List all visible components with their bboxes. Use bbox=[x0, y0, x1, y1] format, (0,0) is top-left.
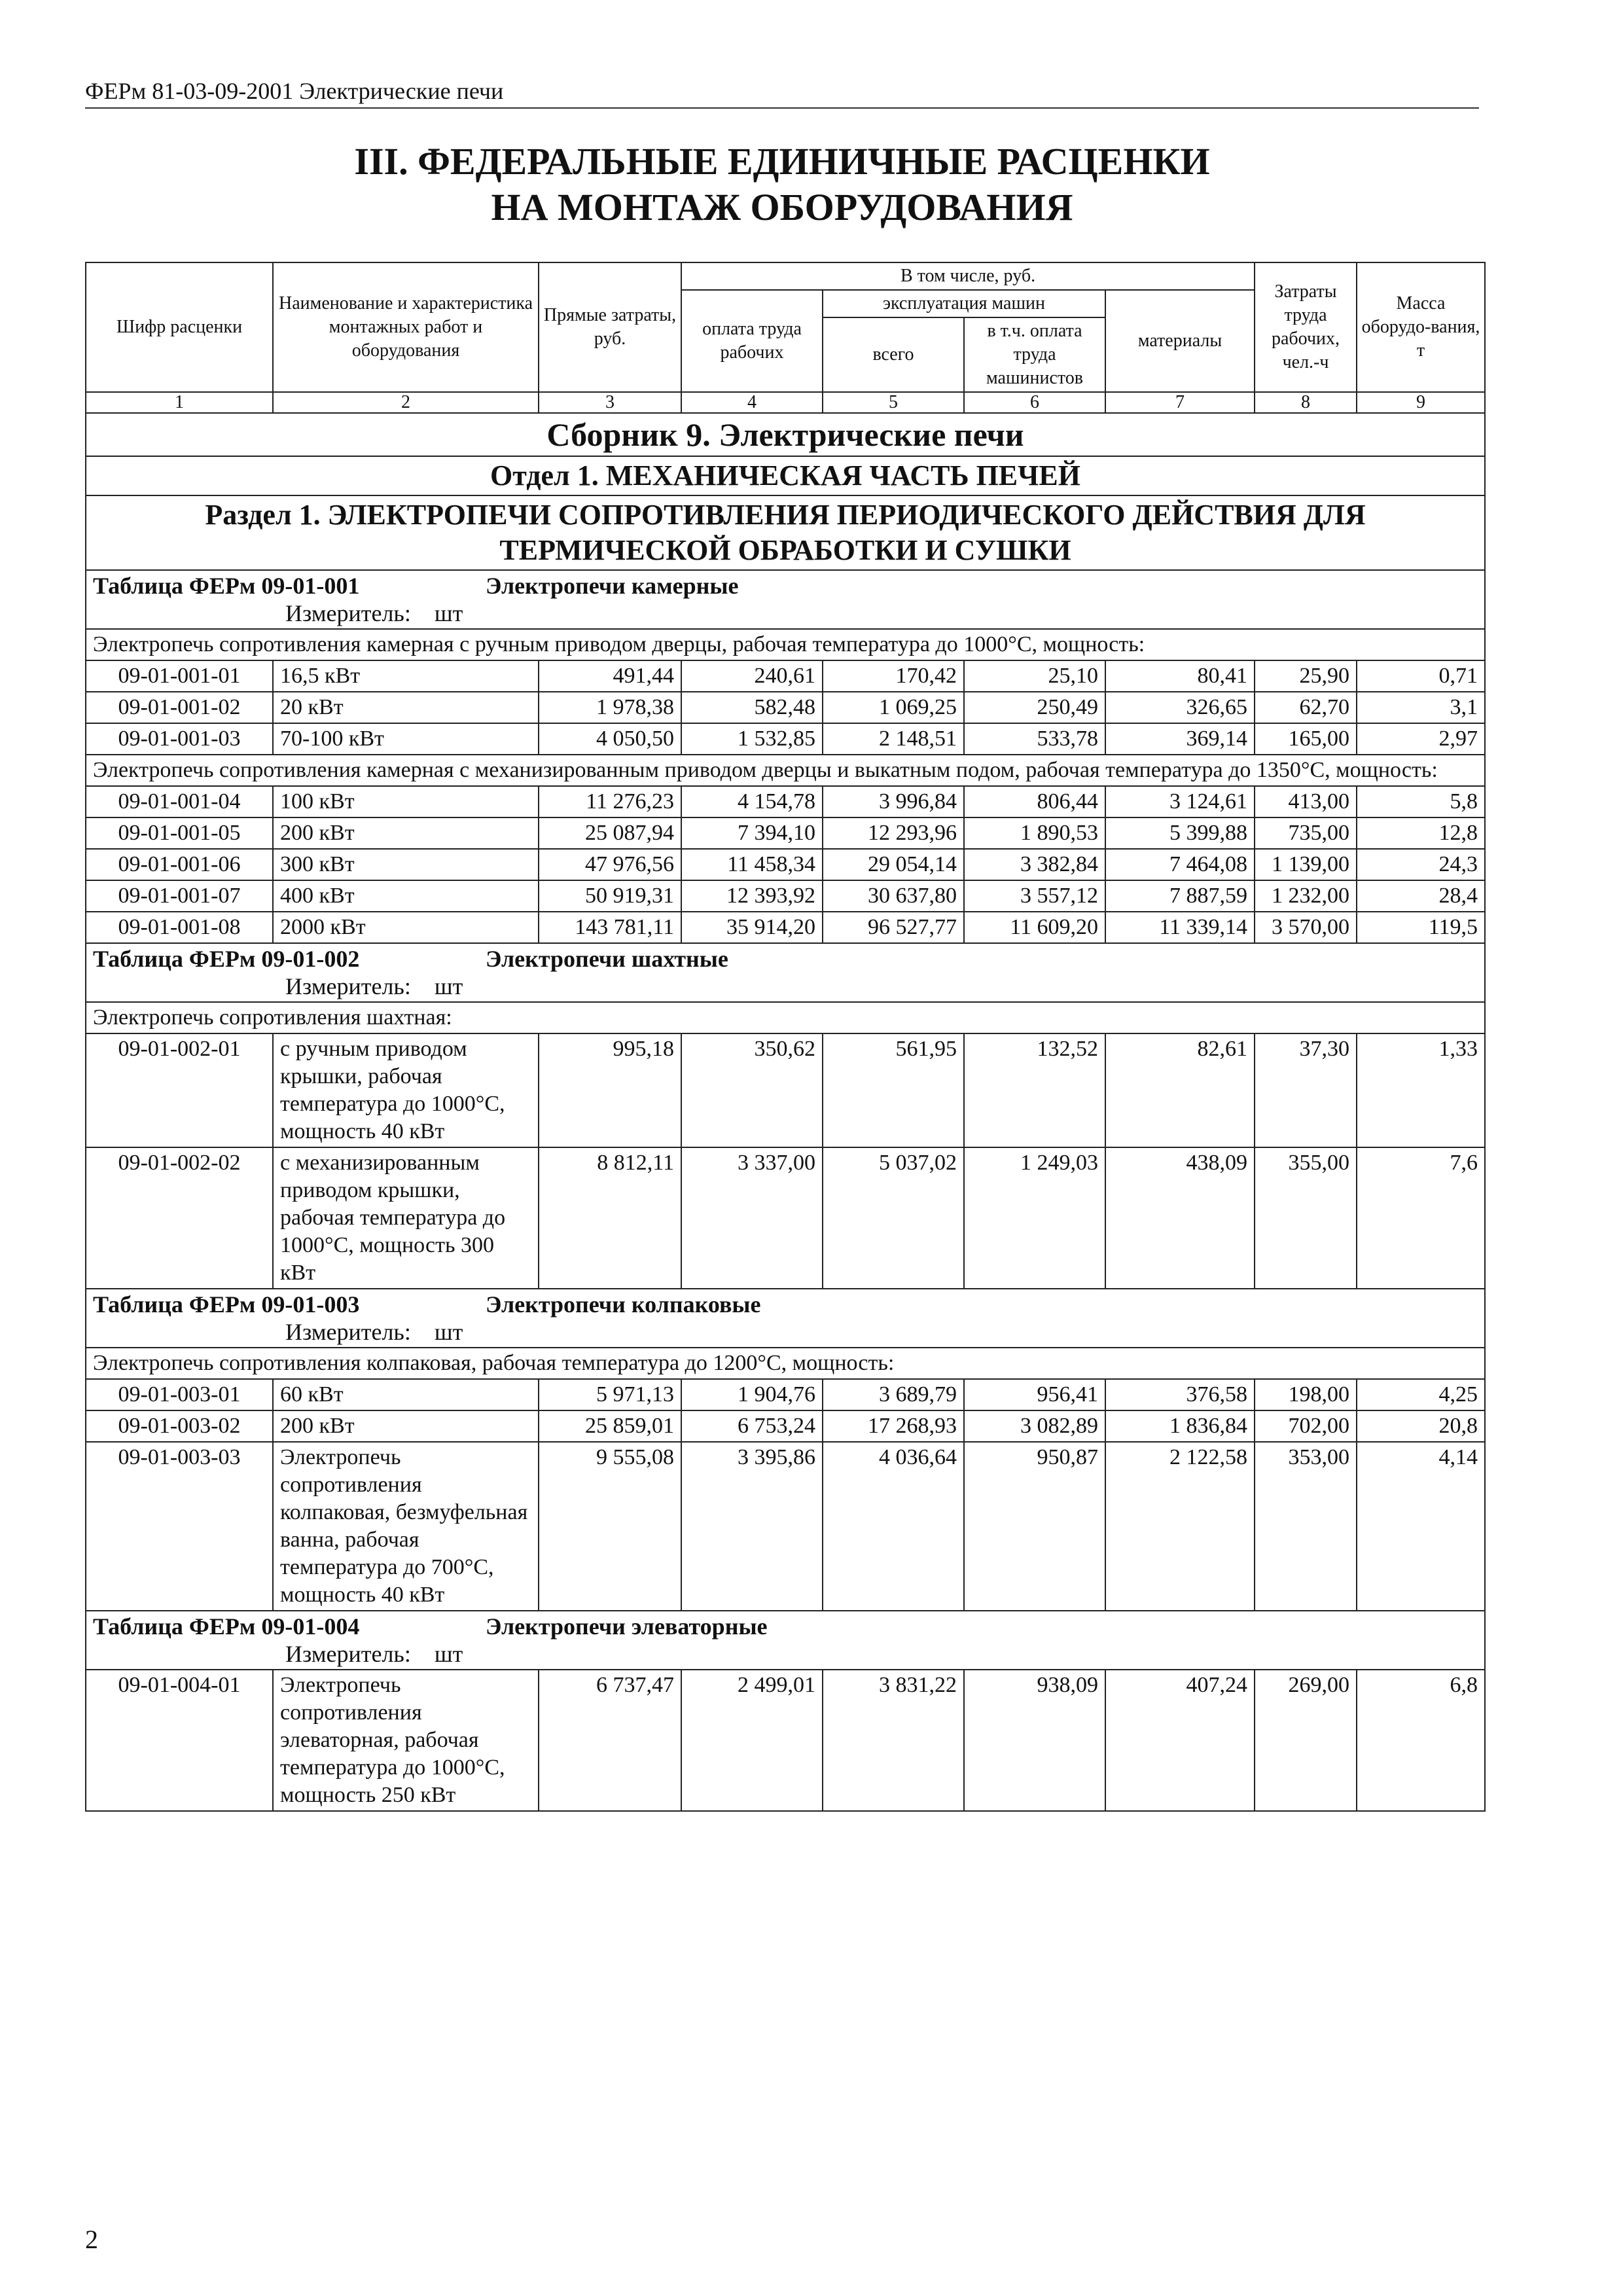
machines-total-cell: 3 689,79 bbox=[823, 1379, 964, 1410]
work-name-cell: 16,5 кВт bbox=[273, 660, 539, 692]
equipment-mass-cell: 4,25 bbox=[1357, 1379, 1485, 1410]
machinist-pay-cell: 956,41 bbox=[964, 1379, 1105, 1410]
machinist-pay-cell: 938,09 bbox=[964, 1670, 1105, 1811]
running-header: ФЕРм 81-03-09-2001 Электрические печи bbox=[85, 77, 1479, 109]
header-machinist-pay: в т.ч. оплата труда машинистов bbox=[964, 317, 1105, 392]
table-heading bbox=[86, 943, 1485, 1002]
direct-costs-cell: 9 555,08 bbox=[539, 1442, 681, 1611]
header-materials: материалы bbox=[1105, 290, 1255, 392]
labor-costs-cell: 37,30 bbox=[1255, 1033, 1357, 1147]
table-row bbox=[86, 817, 1485, 849]
equipment-mass-cell: 119,5 bbox=[1357, 912, 1485, 943]
column-number: 2 bbox=[273, 392, 539, 413]
rate-code-cell: 09-01-003-02 bbox=[86, 1410, 273, 1442]
section-title bbox=[86, 495, 1485, 570]
column-numbers-row bbox=[86, 392, 1485, 413]
labor-costs-cell: 198,00 bbox=[1255, 1379, 1357, 1410]
collection-title: Сборник 9. Электрические печи bbox=[86, 413, 1485, 456]
machines-total-cell: 1 069,25 bbox=[823, 692, 964, 723]
measure-unit: шт bbox=[434, 600, 463, 626]
header-direct-costs: Прямые затраты, руб. bbox=[539, 262, 681, 392]
machines-total-cell: 17 268,93 bbox=[823, 1410, 964, 1442]
section-title-line-1: Раздел 1. ЭЛЕКТРОПЕЧИ СОПРОТИВЛЕНИЯ ПЕРИОДИЧЕСКОГО ДЕЙСТВИЯ ДЛЯ bbox=[205, 499, 1366, 531]
group-description: Электропечь сопротивления колпаковая, рабочая температура до 1200°С, мощность: bbox=[86, 1348, 1485, 1379]
group-description: Электропечь сопротивления камерная с механизированным приводом дверцы и выкатным подом, рабочая температура до 1350°С, мощность: bbox=[86, 755, 1485, 786]
equipment-mass-cell: 24,3 bbox=[1357, 849, 1485, 880]
work-name-cell: 100 кВт bbox=[273, 786, 539, 817]
measure-line bbox=[93, 973, 1478, 1000]
table-row bbox=[86, 1379, 1485, 1410]
direct-costs-cell: 4 050,50 bbox=[539, 723, 681, 755]
work-name-cell: с механизированным приводом крышки, рабочая температура до 1000°С, мощность 300 кВт bbox=[273, 1147, 539, 1289]
rate-code-cell: 09-01-001-01 bbox=[86, 660, 273, 692]
labor-costs-cell: 413,00 bbox=[1255, 786, 1357, 817]
table-row bbox=[86, 1442, 1485, 1611]
materials-cell: 82,61 bbox=[1105, 1033, 1255, 1147]
work-name-cell: 300 кВт bbox=[273, 849, 539, 880]
machinist-pay-cell: 1 890,53 bbox=[964, 817, 1105, 849]
column-number: 4 bbox=[681, 392, 823, 413]
work-name-cell: 200 кВт bbox=[273, 1410, 539, 1442]
work-name-cell: 20 кВт bbox=[273, 692, 539, 723]
machines-total-cell: 2 148,51 bbox=[823, 723, 964, 755]
measure-unit: шт bbox=[434, 1641, 463, 1667]
direct-costs-cell: 47 976,56 bbox=[539, 849, 681, 880]
department-title: Отдел 1. МЕХАНИЧЕСКАЯ ЧАСТЬ ПЕЧЕЙ bbox=[86, 456, 1485, 495]
column-number: 1 bbox=[86, 392, 273, 413]
measure-line bbox=[93, 600, 1478, 627]
direct-costs-cell: 25 859,01 bbox=[539, 1410, 681, 1442]
rate-code-cell: 09-01-001-03 bbox=[86, 723, 273, 755]
materials-cell: 407,24 bbox=[1105, 1670, 1255, 1811]
table-name: Электропечи колпаковые bbox=[486, 1291, 761, 1318]
machinist-pay-cell: 3 082,89 bbox=[964, 1410, 1105, 1442]
header-code: Шифр расценки bbox=[86, 262, 273, 392]
measure-label: Измеритель: bbox=[285, 1641, 411, 1667]
equipment-mass-cell: 6,8 bbox=[1357, 1670, 1485, 1811]
machinist-pay-cell: 25,10 bbox=[964, 660, 1105, 692]
group-description: Электропечь сопротивления камерная с ручным приводом дверцы, рабочая температура до 1000°С, мощность: bbox=[86, 629, 1485, 660]
measure-label: Измеритель: bbox=[285, 973, 411, 999]
rate-code-cell: 09-01-001-08 bbox=[86, 912, 273, 943]
page-title bbox=[85, 139, 1479, 230]
labor-pay-cell: 350,62 bbox=[681, 1033, 823, 1147]
table-code: Таблица ФЕРм 09-01-004 bbox=[93, 1613, 360, 1640]
table-name: Электропечи шахтные bbox=[486, 946, 728, 972]
labor-pay-cell: 1 532,85 bbox=[681, 723, 823, 755]
column-number: 9 bbox=[1357, 392, 1485, 413]
table-row bbox=[86, 660, 1485, 692]
table-row bbox=[86, 1410, 1485, 1442]
table-row bbox=[86, 692, 1485, 723]
materials-cell: 376,58 bbox=[1105, 1379, 1255, 1410]
direct-costs-cell: 1 978,38 bbox=[539, 692, 681, 723]
rate-code-cell: 09-01-002-02 bbox=[86, 1147, 273, 1289]
direct-costs-cell: 6 737,47 bbox=[539, 1670, 681, 1811]
equipment-mass-cell: 20,8 bbox=[1357, 1410, 1485, 1442]
materials-cell: 80,41 bbox=[1105, 660, 1255, 692]
table-row bbox=[86, 849, 1485, 880]
labor-costs-cell: 355,00 bbox=[1255, 1147, 1357, 1289]
direct-costs-cell: 491,44 bbox=[539, 660, 681, 692]
direct-costs-cell: 5 971,13 bbox=[539, 1379, 681, 1410]
machines-total-cell: 30 637,80 bbox=[823, 880, 964, 912]
materials-cell: 369,14 bbox=[1105, 723, 1255, 755]
table-name: Электропечи элеваторные bbox=[486, 1613, 768, 1640]
equipment-mass-cell: 7,6 bbox=[1357, 1147, 1485, 1289]
table-row bbox=[86, 1147, 1485, 1289]
machines-total-cell: 4 036,64 bbox=[823, 1442, 964, 1611]
machinist-pay-cell: 950,87 bbox=[964, 1442, 1105, 1611]
labor-costs-cell: 165,00 bbox=[1255, 723, 1357, 755]
labor-pay-cell: 3 337,00 bbox=[681, 1147, 823, 1289]
section-title-line-2: ТЕРМИЧЕСКОЙ ОБРАБОТКИ И СУШКИ bbox=[499, 534, 1071, 566]
rate-code-cell: 09-01-001-02 bbox=[86, 692, 273, 723]
work-name-cell: 200 кВт bbox=[273, 817, 539, 849]
labor-pay-cell: 240,61 bbox=[681, 660, 823, 692]
column-number: 3 bbox=[539, 392, 681, 413]
column-number: 7 bbox=[1105, 392, 1255, 413]
work-name-cell: с ручным приводом крышки, рабочая температура до 1000°С, мощность 40 кВт bbox=[273, 1033, 539, 1147]
labor-pay-cell: 11 458,34 bbox=[681, 849, 823, 880]
equipment-mass-cell: 12,8 bbox=[1357, 817, 1485, 849]
rate-code-cell: 09-01-001-04 bbox=[86, 786, 273, 817]
table-row bbox=[86, 912, 1485, 943]
header-machines-total: всего bbox=[823, 317, 964, 392]
work-name-cell: 70-100 кВт bbox=[273, 723, 539, 755]
labor-pay-cell: 35 914,20 bbox=[681, 912, 823, 943]
table-code: Таблица ФЕРм 09-01-003 bbox=[93, 1291, 360, 1318]
work-name-cell: Электропечь сопротивления элеваторная, рабочая температура до 1000°С, мощность 250 кВт bbox=[273, 1670, 539, 1811]
machinist-pay-cell: 132,52 bbox=[964, 1033, 1105, 1147]
machines-total-cell: 96 527,77 bbox=[823, 912, 964, 943]
direct-costs-cell: 143 781,11 bbox=[539, 912, 681, 943]
machinist-pay-cell: 1 249,03 bbox=[964, 1147, 1105, 1289]
labor-pay-cell: 4 154,78 bbox=[681, 786, 823, 817]
machines-total-cell: 5 037,02 bbox=[823, 1147, 964, 1289]
labor-pay-cell: 3 395,86 bbox=[681, 1442, 823, 1611]
labor-costs-cell: 1 139,00 bbox=[1255, 849, 1357, 880]
direct-costs-cell: 25 087,94 bbox=[539, 817, 681, 849]
table-code: Таблица ФЕРм 09-01-001 bbox=[93, 573, 360, 599]
column-number: 6 bbox=[964, 392, 1105, 413]
header-including: В том числе, руб. bbox=[681, 262, 1255, 290]
labor-pay-cell: 1 904,76 bbox=[681, 1379, 823, 1410]
group-description-row bbox=[86, 1348, 1485, 1379]
table-row bbox=[86, 786, 1485, 817]
machinist-pay-cell: 11 609,20 bbox=[964, 912, 1105, 943]
table-name: Электропечи камерные bbox=[486, 573, 739, 599]
table-row bbox=[86, 723, 1485, 755]
equipment-mass-cell: 0,71 bbox=[1357, 660, 1485, 692]
table-row bbox=[86, 880, 1485, 912]
materials-cell: 5 399,88 bbox=[1105, 817, 1255, 849]
materials-cell: 326,65 bbox=[1105, 692, 1255, 723]
table-row bbox=[86, 1670, 1485, 1811]
table-heading-row bbox=[86, 570, 1485, 629]
rate-code-cell: 09-01-004-01 bbox=[86, 1670, 273, 1811]
labor-costs-cell: 62,70 bbox=[1255, 692, 1357, 723]
page-number: 2 bbox=[85, 2225, 98, 2254]
labor-costs-cell: 269,00 bbox=[1255, 1670, 1357, 1811]
materials-cell: 438,09 bbox=[1105, 1147, 1255, 1289]
measure-line bbox=[93, 1318, 1478, 1346]
rates-table-body bbox=[86, 413, 1485, 1811]
machines-total-cell: 561,95 bbox=[823, 1033, 964, 1147]
labor-costs-cell: 25,90 bbox=[1255, 660, 1357, 692]
labor-pay-cell: 6 753,24 bbox=[681, 1410, 823, 1442]
rate-code-cell: 09-01-003-01 bbox=[86, 1379, 273, 1410]
machines-total-cell: 170,42 bbox=[823, 660, 964, 692]
table-heading-row bbox=[86, 1611, 1485, 1670]
measure-unit: шт bbox=[434, 1319, 463, 1345]
labor-pay-cell: 7 394,10 bbox=[681, 817, 823, 849]
labor-costs-cell: 353,00 bbox=[1255, 1442, 1357, 1611]
work-name-cell: 60 кВт bbox=[273, 1379, 539, 1410]
labor-pay-cell: 12 393,92 bbox=[681, 880, 823, 912]
measure-label: Измеритель: bbox=[285, 600, 411, 626]
table-code: Таблица ФЕРм 09-01-002 bbox=[93, 946, 360, 972]
machinist-pay-cell: 3 557,12 bbox=[964, 880, 1105, 912]
work-name-cell: Электропечь сопротивления колпаковая, безмуфельная ванна, рабочая температура до 700°С, мощность 40 кВт bbox=[273, 1442, 539, 1611]
rate-code-cell: 09-01-001-07 bbox=[86, 880, 273, 912]
table-heading bbox=[86, 570, 1485, 629]
rate-code-cell: 09-01-001-05 bbox=[86, 817, 273, 849]
machines-total-cell: 3 831,22 bbox=[823, 1670, 964, 1811]
direct-costs-cell: 8 812,11 bbox=[539, 1147, 681, 1289]
machinist-pay-cell: 533,78 bbox=[964, 723, 1105, 755]
labor-pay-cell: 582,48 bbox=[681, 692, 823, 723]
materials-cell: 7 464,08 bbox=[1105, 849, 1255, 880]
rate-code-cell: 09-01-001-06 bbox=[86, 849, 273, 880]
page-title-line-1: III. ФЕДЕРАЛЬНЫЕ ЕДИНИЧНЫЕ РАСЦЕНКИ bbox=[354, 140, 1210, 183]
group-description: Электропечь сопротивления шахтная: bbox=[86, 1002, 1485, 1033]
labor-costs-cell: 3 570,00 bbox=[1255, 912, 1357, 943]
equipment-mass-cell: 5,8 bbox=[1357, 786, 1485, 817]
labor-costs-cell: 1 232,00 bbox=[1255, 880, 1357, 912]
group-description-row bbox=[86, 629, 1485, 660]
work-name-cell: 400 кВт bbox=[273, 880, 539, 912]
header-mass: Масса оборудо-вания, т bbox=[1357, 262, 1485, 392]
measure-unit: шт bbox=[434, 973, 463, 999]
materials-cell: 1 836,84 bbox=[1105, 1410, 1255, 1442]
column-number: 8 bbox=[1255, 392, 1357, 413]
equipment-mass-cell: 3,1 bbox=[1357, 692, 1485, 723]
equipment-mass-cell: 1,33 bbox=[1357, 1033, 1485, 1147]
rate-code-cell: 09-01-002-01 bbox=[86, 1033, 273, 1147]
column-number: 5 bbox=[823, 392, 964, 413]
materials-cell: 11 339,14 bbox=[1105, 912, 1255, 943]
labor-pay-cell: 2 499,01 bbox=[681, 1670, 823, 1811]
equipment-mass-cell: 28,4 bbox=[1357, 880, 1485, 912]
labor-costs-cell: 702,00 bbox=[1255, 1410, 1357, 1442]
direct-costs-cell: 50 919,31 bbox=[539, 880, 681, 912]
header-labor-pay: оплата труда рабочих bbox=[681, 290, 823, 392]
equipment-mass-cell: 2,97 bbox=[1357, 723, 1485, 755]
materials-cell: 7 887,59 bbox=[1105, 880, 1255, 912]
group-description-row bbox=[86, 755, 1485, 786]
header-labor-costs: Затраты труда рабочих, чел.-ч bbox=[1255, 262, 1357, 392]
direct-costs-cell: 995,18 bbox=[539, 1033, 681, 1147]
direct-costs-cell: 11 276,23 bbox=[539, 786, 681, 817]
rates-table bbox=[85, 262, 1486, 1812]
work-name-cell: 2000 кВт bbox=[273, 912, 539, 943]
machinist-pay-cell: 3 382,84 bbox=[964, 849, 1105, 880]
table-row bbox=[86, 1033, 1485, 1147]
table-heading-row bbox=[86, 943, 1485, 1002]
materials-cell: 2 122,58 bbox=[1105, 1442, 1255, 1611]
machines-total-cell: 12 293,96 bbox=[823, 817, 964, 849]
rate-code-cell: 09-01-003-03 bbox=[86, 1442, 273, 1611]
machines-total-cell: 29 054,14 bbox=[823, 849, 964, 880]
machinist-pay-cell: 250,49 bbox=[964, 692, 1105, 723]
header-machines: эксплуатация машин bbox=[823, 290, 1105, 317]
table-heading bbox=[86, 1289, 1485, 1348]
table-heading bbox=[86, 1611, 1485, 1670]
machines-total-cell: 3 996,84 bbox=[823, 786, 964, 817]
equipment-mass-cell: 4,14 bbox=[1357, 1442, 1485, 1611]
header-name: Наименование и характеристика монтажных работ и оборудования bbox=[273, 262, 539, 392]
measure-line bbox=[93, 1640, 1478, 1668]
labor-costs-cell: 735,00 bbox=[1255, 817, 1357, 849]
materials-cell: 3 124,61 bbox=[1105, 786, 1255, 817]
page-title-line-2: НА МОНТАЖ ОБОРУДОВАНИЯ bbox=[491, 186, 1073, 228]
measure-label: Измеритель: bbox=[285, 1319, 411, 1345]
group-description-row bbox=[86, 1002, 1485, 1033]
table-heading-row bbox=[86, 1289, 1485, 1348]
machinist-pay-cell: 806,44 bbox=[964, 786, 1105, 817]
